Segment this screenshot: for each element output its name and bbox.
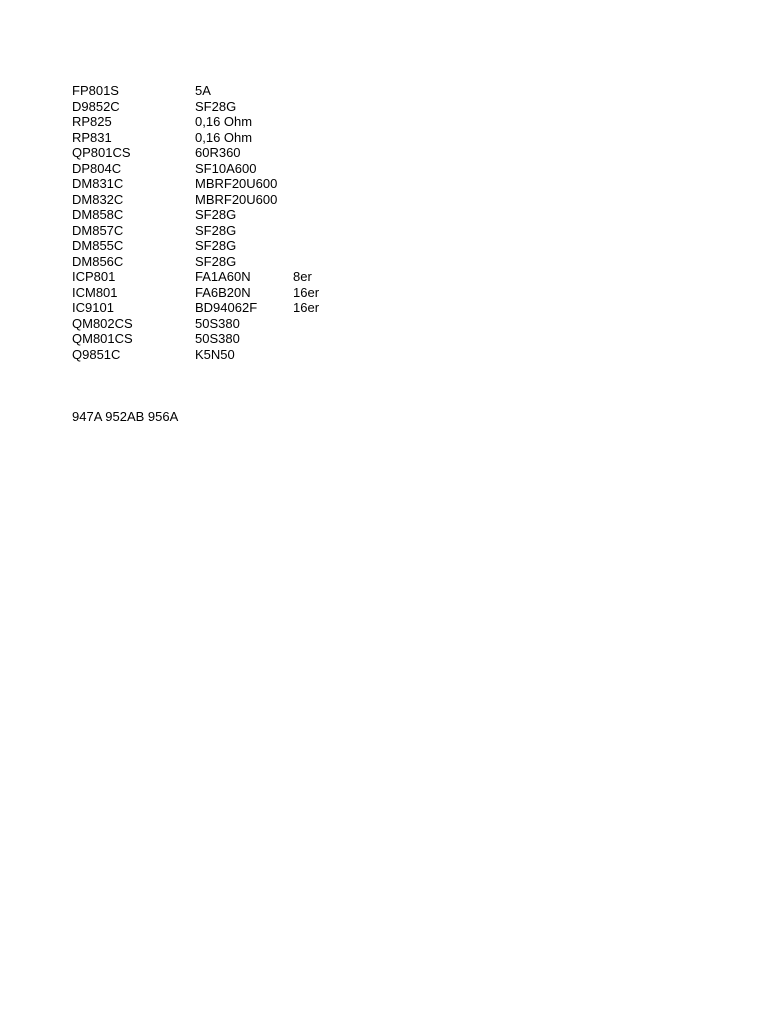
part-ref: D9852C (72, 98, 120, 114)
part-value: SF28G (195, 98, 237, 114)
part-note: 16er (293, 284, 320, 300)
part-value: MBRF20U600 (195, 176, 278, 191)
part-value: 0,16 Ohm (195, 129, 253, 145)
part-value: 50S380 (195, 331, 240, 346)
part-note: 16er (293, 300, 320, 315)
part-ref: FP801S (72, 83, 119, 98)
part-ref: DM855C (72, 238, 124, 253)
part-value: BD94062F (195, 300, 258, 315)
part-value: MBRF20U600 (195, 191, 278, 207)
part-value: 50S380 (195, 315, 240, 331)
part-ref: DM856C (72, 253, 124, 269)
part-value: FA1A60N (195, 269, 251, 284)
part-ref: Q9851C (72, 346, 121, 362)
part-value: 60R360 (195, 145, 241, 160)
part-ref: QP801CS (72, 145, 131, 160)
part-value: SF10A600 (195, 160, 257, 176)
part-value: K5N50 (195, 346, 235, 362)
part-value: FA6B20N (195, 284, 251, 300)
part-ref: IC9101 (72, 300, 114, 315)
part-ref: DM831C (72, 176, 124, 191)
part-value: 0,16 Ohm (195, 114, 253, 129)
part-value: 5A (195, 83, 211, 98)
part-value: SF28G (195, 222, 237, 238)
part-ref: QM802CS (72, 315, 133, 331)
part-ref: RP831 (72, 129, 112, 145)
part-ref: DP804C (72, 160, 122, 176)
part-ref: DM858C (72, 207, 124, 222)
part-ref: DM832C (72, 191, 124, 207)
part-value: SF28G (195, 253, 237, 269)
model-list: 947A 952AB 956A (72, 409, 179, 424)
part-ref: DM857C (72, 222, 124, 238)
part-note: 8er (293, 269, 312, 284)
part-value: SF28G (195, 207, 237, 222)
part-value: SF28G (195, 238, 237, 253)
part-ref: RP825 (72, 114, 112, 129)
part-ref: QM801CS (72, 331, 133, 346)
part-ref: ICP801 (72, 269, 116, 284)
part-ref: ICM801 (72, 284, 118, 300)
